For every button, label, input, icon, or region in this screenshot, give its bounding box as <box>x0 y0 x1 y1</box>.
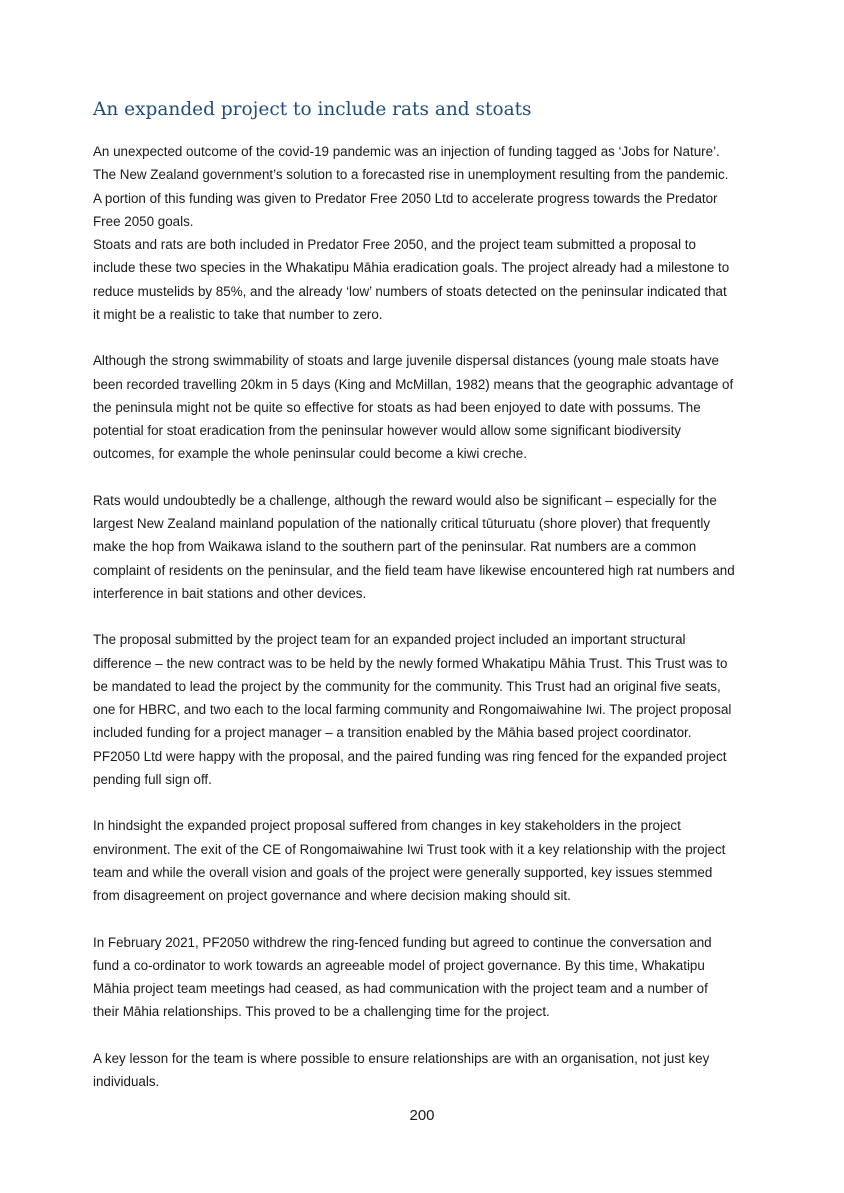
text-line: fund a co-ordinator to work towards an agreeable model of project governance. By this time, Whakatipu <box>93 957 705 973</box>
paragraph-gap <box>93 791 753 814</box>
body-text <box>93 140 753 1093</box>
paragraph-jobs-for-nature <box>93 140 753 233</box>
paragraph-gap <box>93 907 753 930</box>
text-line: the peninsula might not be quite so effective for stoats as had been enjoyed to date with possums. The <box>93 399 701 415</box>
paragraph-gap <box>93 326 753 349</box>
paragraph-rats-challenge <box>93 489 753 605</box>
text-line: individuals. <box>93 1074 160 1089</box>
text-line: A portion of this funding was given to Predator Free 2050 Ltd to accelerate progress towards the Predator <box>93 190 718 206</box>
paragraph-stoats-and-rats <box>93 233 753 326</box>
text-line: it might be a realistic to take that number to zero. <box>93 306 383 322</box>
text-line: one for HBRC, and two each to the local farming community and Rongomaiwahine Iwi. The project proposal <box>93 702 732 717</box>
text-line: potential for stoat eradication from the peninsular however would allow some significant biodiversity <box>93 423 682 438</box>
text-line: include these two species in the Whakatipu Māhia eradication goals. The project already had a milestone to <box>93 260 730 276</box>
paragraph-hindsight <box>93 814 753 907</box>
text-line: environment. The exit of the CE of Rongomaiwahine Iwi Trust took with it a key relationship with the project <box>93 841 726 857</box>
text-line: be mandated to lead the project by the community for the community. This Trust had an original five seats, <box>93 678 721 694</box>
paragraph-gap <box>93 1024 753 1047</box>
text-line: Māhia project team meetings had ceased, as had communication with the project team and a number of <box>93 981 708 996</box>
section-heading: An expanded project to include rats and stoats <box>93 99 532 120</box>
text-line: largest New Zealand mainland population of the nationally critical tūturuatu (shore plover) that frequently <box>93 516 711 531</box>
text-line: pending full sign off. <box>93 771 212 787</box>
text-line: team and while the overall vision and goals of the project were generally supported, key issues stemmed <box>93 864 713 880</box>
text-line: make the hop from Waikawa island to the southern part of the peninsular. Rat numbers are a common <box>93 539 697 555</box>
text-line: An unexpected outcome of the covid-19 pandemic was an injection of funding tagged as ‘Jobs for Nature’. <box>93 144 720 159</box>
paragraph-key-lesson <box>93 1047 753 1094</box>
text-line: Free 2050 goals. <box>93 213 194 229</box>
text-line: Stoats and rats are both included in Predator Free 2050, and the project team submitted a proposal to <box>93 237 696 252</box>
text-line: included funding for a project manager – a transition enabled by the Māhia based project coordinator. <box>93 725 692 741</box>
text-line: difference – the new contract was to be held by the newly formed Whakatipu Māhia Trust. This Trust was to <box>93 655 728 671</box>
text-line: In hindsight the expanded project proposal suffered from changes in key stakeholders in the project <box>93 818 681 834</box>
text-line: their Māhia relationships. This proved to be a challenging time for the project. <box>93 1004 550 1020</box>
text-line: interference in bait stations and other devices. <box>93 585 367 601</box>
text-line: In February 2021, PF2050 withdrew the ring-fenced funding but agreed to continue the conversation and <box>93 934 712 950</box>
text-line: been recorded travelling 20km in 5 days (King and McMillan, 1982) means that the geographic advantage of <box>93 376 734 392</box>
text-line: reduce mustelids by 85%, and the already ‘low’ numbers of stoats detected on the peninsular indicated that <box>93 283 727 299</box>
paragraph-gap <box>93 605 753 628</box>
text-line: from disagreement on project governance and where decision making should sit. <box>93 888 571 903</box>
paragraph-february-2021 <box>93 931 753 1024</box>
text-line: outcomes, for example the whole peninsular could become a kiwi creche. <box>93 446 527 462</box>
page-number: 200 <box>409 1107 435 1124</box>
text-line: Rats would undoubtedly be a challenge, although the reward would also be significant – especially for the <box>93 492 717 508</box>
text-line: complaint of residents on the peninsular, and the field team have likewise encountered high rat numbers and <box>93 562 735 578</box>
paragraph-gap <box>93 466 753 489</box>
text-line: Although the strong swimmability of stoats and large juvenile dispersal distances (young male stoats have <box>93 353 719 369</box>
paragraph-proposal <box>93 628 753 791</box>
text-line: PF2050 Ltd were happy with the proposal, and the paired funding was ring fenced for the expanded project <box>93 748 727 764</box>
paragraph-swimmability <box>93 349 753 465</box>
text-line: A key lesson for the team is where possible to ensure relationships are with an organisation, not just key <box>93 1050 710 1066</box>
text-line: The New Zealand government’s solution to a forecasted rise in unemployment resulting from the pandemic. <box>93 167 729 183</box>
text-line: The proposal submitted by the project team for an expanded project included an important structural <box>93 632 686 648</box>
